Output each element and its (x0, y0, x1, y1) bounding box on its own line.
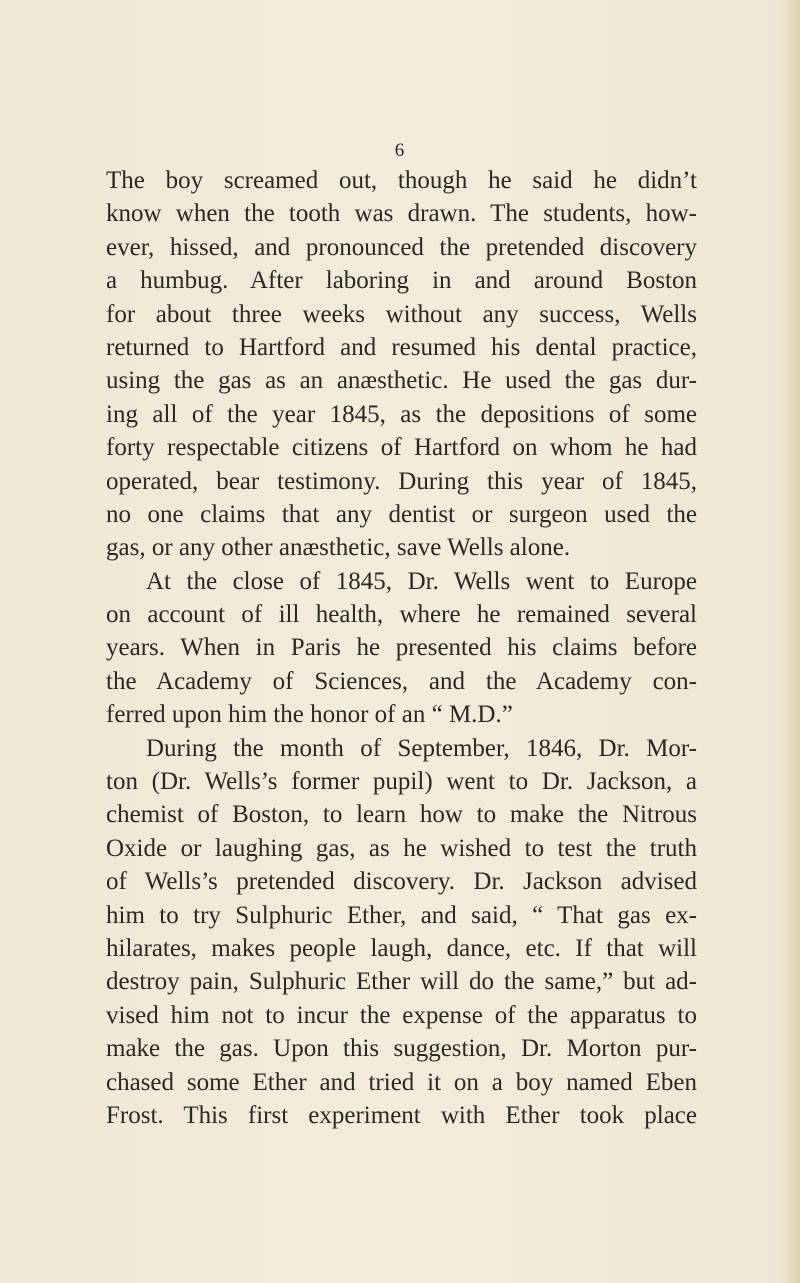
text-line: chemist of Boston, to learn how to make the Nitrous (106, 801, 697, 829)
text-line: gas, or any other anæsthetic, save Wells alone. (106, 534, 571, 562)
text-line: At the close of 1845, Dr. Wells went to Europe (146, 567, 697, 595)
text-line: During the month of September, 1846, Dr. Mor- (146, 734, 697, 762)
text-line: of Wells’s pretended discovery. Dr. Jackson advised (106, 868, 697, 896)
text-line: vised him not to incur the expense of the apparatus to (106, 1001, 697, 1029)
text-line: ferred upon him the honor of an “ M.D.” (106, 701, 513, 729)
body-text (106, 164, 697, 1132)
text-line: ing all of the year 1845, as the depositions of some (106, 400, 697, 428)
text-line: for about three weeks without any success, Wells (106, 300, 697, 328)
text-line: operated, bear testimony. During this year of 1845, (106, 467, 697, 495)
text-line: returned to Hartford and resumed his dental practice, (106, 333, 697, 361)
text-line: make the gas. Upon this suggestion, Dr. Morton pur- (106, 1035, 697, 1063)
text-line: ever, hissed, and pronounced the pretended discovery (106, 233, 697, 261)
text-line: know when the tooth was drawn. The students, how- (106, 200, 697, 228)
text-line: chased some Ether and tried it on a boy named Eben (106, 1068, 697, 1096)
text-line: ton (Dr. Wells’s former pupil) went to Dr. Jackson, a (106, 768, 697, 796)
text-line: using the gas as an anæsthetic. He used the gas dur- (106, 367, 697, 395)
text-line: years. When in Paris he presented his claims before (106, 634, 697, 662)
text-line: forty respectable citizens of Hartford on whom he had (106, 434, 697, 462)
text-line: the Academy of Sciences, and the Academy con- (106, 667, 697, 695)
page-edge-shadow (778, 0, 800, 1283)
text-line: a humbug. After laboring in and around Boston (106, 267, 697, 295)
text-line: destroy pain, Sulphuric Ether will do the same,” but ad- (106, 968, 697, 996)
text-line: him to try Sulphuric Ether, and said, “ That gas ex- (106, 901, 697, 929)
text-line: hilarates, makes people laugh, dance, etc. If that will (106, 934, 697, 962)
text-line: on account of ill health, where he remained several (106, 601, 697, 629)
text-line: Frost. This first experiment with Ether took place (106, 1101, 697, 1129)
text-line: no one claims that any dentist or surgeon used the (106, 500, 697, 528)
page-number: 6 (394, 140, 406, 161)
text-line: The boy screamed out, though he said he didn’t (106, 167, 697, 194)
text-line: Oxide or laughing gas, as he wished to test the truth (106, 834, 697, 862)
